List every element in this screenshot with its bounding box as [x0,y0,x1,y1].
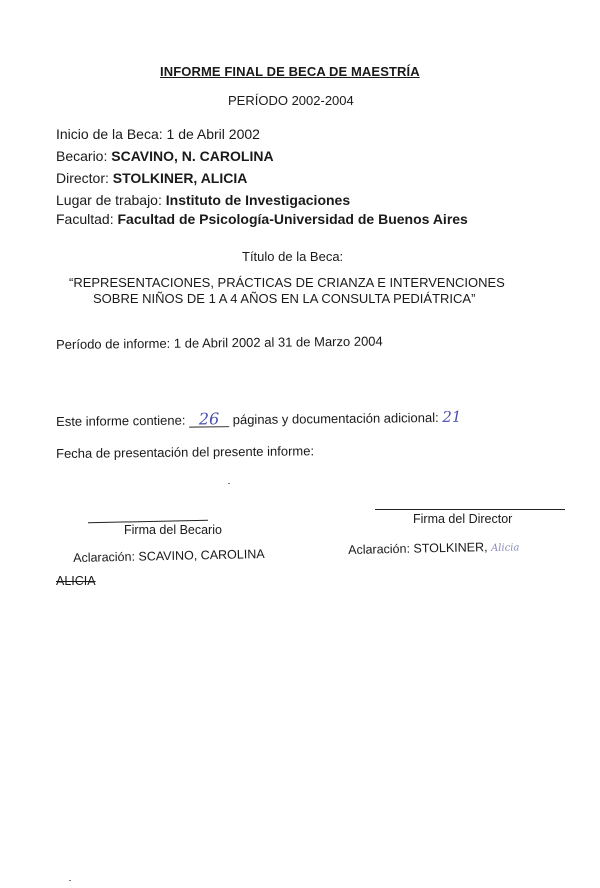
director-clarification-text: Aclaración: STOLKINER, [348,540,488,557]
period: PERÍODO 2002-2004 [228,93,354,108]
field-lugar [56,192,350,208]
director-clarification [348,539,520,557]
field-value: 1 de Abril 2002 [166,126,260,142]
contents-middle: páginas y documentación adicional: [232,409,439,428]
director-signature-line [375,509,565,510]
beca-title-line1: “REPRESENTACIONES, PRÁCTICAS DE CRIANZA E INTERVENCIONES [69,275,505,290]
field-director [56,170,247,186]
report-period: Período de informe: 1 de Abril 2002 al 31 de Marzo 2004 [56,333,383,352]
scan-speck [69,880,71,881]
director-handwritten-name: Alicia [490,542,520,555]
beca-title-line2: SOBRE NIÑOS DE 1 A 4 AÑOS EN LA CONSULTA PEDIÁTRICA” [93,291,476,306]
field-value: Facultad de Psicología-Universidad de Buenos Aires [117,211,468,227]
document-title: INFORME FINAL DE BECA DE MAESTRÍA [160,64,420,79]
becario-signature-label: Firma del Becario [124,523,222,537]
field-value: Instituto de Investigaciones [165,192,351,208]
beca-title-label: Título de la Beca: [242,249,344,264]
contents-prefix: Este informe contiene: [56,412,186,429]
scan-speck [228,483,230,484]
additional-count-handwritten: 21 [442,407,462,426]
director-signature-label: Firma del Director [413,512,513,526]
field-becario [56,148,274,164]
field-label: Facultad: [56,211,114,227]
field-facultad [56,211,468,227]
field-inicio [56,126,260,142]
field-value: SCAVINO, N. CAROLINA [111,148,274,164]
field-value: STOLKINER, ALICIA [112,170,248,186]
field-label: Inicio de la Beca: [56,126,163,142]
contents-line [56,408,461,430]
presentation-date-label: Fecha de presentación del presente informe: [56,443,315,461]
pages-count-handwritten: 26 [189,412,229,427]
field-label: Lugar de trabajo: [56,192,162,208]
becario-clarification: Aclaración: SCAVINO, CAROLINA [73,546,265,565]
field-label: Becario: [56,148,108,164]
becario-clarification-struck: ALICIA [56,574,96,588]
field-label: Director: [56,170,109,186]
